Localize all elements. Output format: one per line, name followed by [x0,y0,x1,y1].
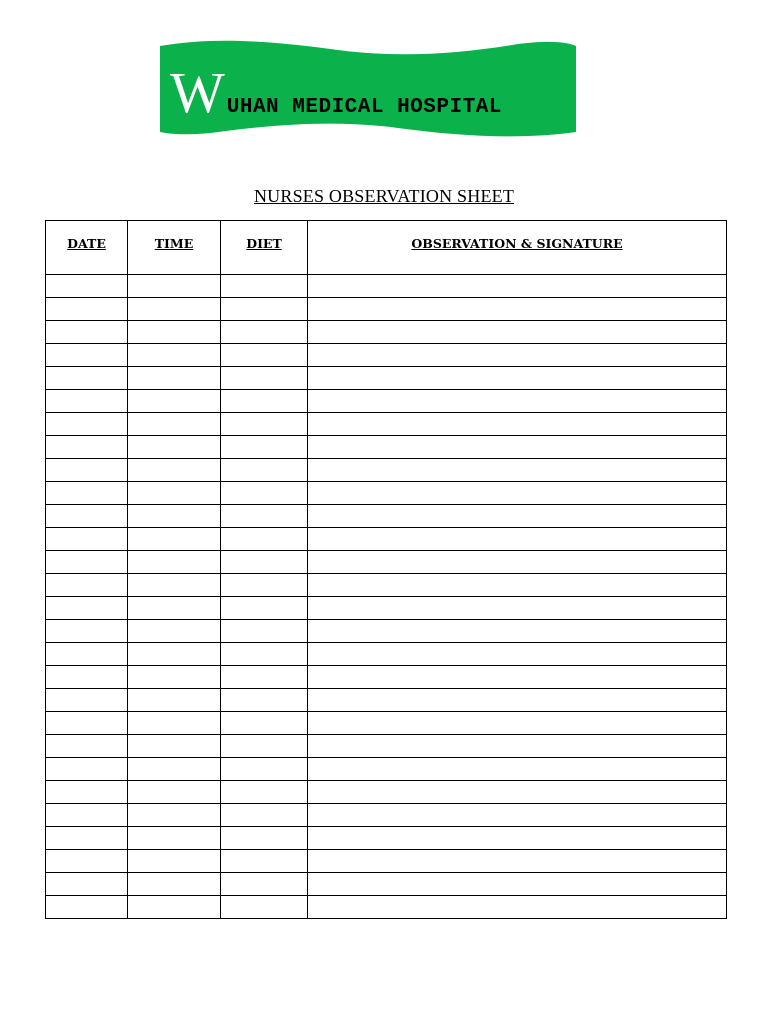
table-row [46,390,727,413]
table-row [46,804,727,827]
observation-signature-cell [308,827,727,850]
diet-cell [221,689,308,712]
table-row [46,666,727,689]
diet-cell [221,436,308,459]
time-cell [128,459,221,482]
time-cell [128,597,221,620]
table-row [46,482,727,505]
observation-signature-cell [308,873,727,896]
diet-cell [221,712,308,735]
column-header-date: DATE [46,221,128,275]
observation-signature-cell [308,413,727,436]
diet-cell [221,298,308,321]
observation-signature-cell [308,528,727,551]
observation-signature-cell [308,298,727,321]
observation-signature-cell [308,712,727,735]
diet-cell [221,321,308,344]
observation-signature-cell [308,804,727,827]
observation-signature-cell [308,390,727,413]
diet-cell [221,505,308,528]
table-row [46,574,727,597]
observation-signature-cell [308,643,727,666]
date-cell [46,367,128,390]
table-row [46,344,727,367]
time-cell [128,735,221,758]
time-cell [128,574,221,597]
date-cell [46,482,128,505]
date-cell [46,758,128,781]
diet-cell [221,459,308,482]
table-row [46,551,727,574]
time-cell [128,367,221,390]
table-row [46,689,727,712]
table-header-row [46,221,727,275]
diet-cell [221,413,308,436]
table-row [46,758,727,781]
time-cell [128,873,221,896]
observation-signature-cell [308,620,727,643]
time-cell [128,436,221,459]
observation-signature-cell [308,689,727,712]
observation-signature-cell [308,367,727,390]
date-cell [46,390,128,413]
hospital-name-rest: UHAN MEDICAL HOSPITAL [226,96,502,119]
time-cell [128,712,221,735]
diet-cell [221,735,308,758]
date-cell [46,666,128,689]
time-cell [128,298,221,321]
time-cell [128,689,221,712]
table-row [46,436,727,459]
diet-cell [221,597,308,620]
date-cell [46,528,128,551]
date-cell [46,505,128,528]
observation-table [45,220,727,919]
time-cell [128,827,221,850]
table-row [46,505,727,528]
table-row [46,827,727,850]
table-row [46,896,727,919]
observation-signature-cell [308,666,727,689]
diet-cell [221,620,308,643]
column-header-time: TIME [128,221,221,275]
observation-signature-cell [308,896,727,919]
diet-cell [221,528,308,551]
table-row [46,712,727,735]
table-row [46,735,727,758]
date-cell [46,574,128,597]
diet-cell [221,873,308,896]
observation-signature-cell [308,275,727,298]
sheet-title: NURSES OBSERVATION SHEET [253,186,515,206]
date-cell [46,298,128,321]
time-cell [128,551,221,574]
time-cell [128,413,221,436]
diet-cell [221,551,308,574]
date-cell [46,804,128,827]
diet-cell [221,666,308,689]
observation-signature-cell [308,574,727,597]
diet-cell [221,896,308,919]
observation-signature-cell [308,436,727,459]
diet-cell [221,482,308,505]
date-cell [46,436,128,459]
time-cell [128,620,221,643]
date-cell [46,781,128,804]
hospital-name [170,60,502,125]
table-row [46,781,727,804]
date-cell [46,689,128,712]
observation-table-container [45,220,726,919]
time-cell [128,804,221,827]
observation-signature-cell [308,505,727,528]
observation-signature-cell [308,597,727,620]
diet-cell [221,275,308,298]
diet-cell [221,643,308,666]
table-row [46,643,727,666]
time-cell [128,643,221,666]
hospital-name-initial: W [170,60,225,125]
time-cell [128,758,221,781]
column-header-observation-signature: OBSERVATION & SIGNATURE [308,221,727,275]
diet-cell [221,781,308,804]
time-cell [128,781,221,804]
time-cell [128,344,221,367]
table-row [46,873,727,896]
observation-signature-cell [308,551,727,574]
diet-cell [221,804,308,827]
table-row [46,413,727,436]
time-cell [128,896,221,919]
date-cell [46,896,128,919]
diet-cell [221,574,308,597]
date-cell [46,827,128,850]
date-cell [46,597,128,620]
time-cell [128,505,221,528]
date-cell [46,344,128,367]
hospital-banner [158,40,578,138]
observation-signature-cell [308,758,727,781]
date-cell [46,873,128,896]
time-cell [128,482,221,505]
date-cell [46,275,128,298]
time-cell [128,275,221,298]
diet-cell [221,827,308,850]
date-cell [46,620,128,643]
observation-signature-cell [308,482,727,505]
date-cell [46,459,128,482]
observation-signature-cell [308,344,727,367]
table-row [46,850,727,873]
observation-signature-cell [308,735,727,758]
table-row [46,459,727,482]
table-row [46,298,727,321]
date-cell [46,850,128,873]
table-row [46,620,727,643]
diet-cell [221,390,308,413]
date-cell [46,712,128,735]
diet-cell [221,367,308,390]
time-cell [128,666,221,689]
date-cell [46,321,128,344]
table-row [46,321,727,344]
date-cell [46,551,128,574]
table-row [46,367,727,390]
table-row [46,597,727,620]
time-cell [128,528,221,551]
date-cell [46,735,128,758]
table-row [46,528,727,551]
time-cell [128,390,221,413]
diet-cell [221,758,308,781]
observation-signature-cell [308,850,727,873]
date-cell [46,413,128,436]
table-row [46,275,727,298]
diet-cell [221,344,308,367]
date-cell [46,643,128,666]
observation-signature-cell [308,459,727,482]
table-body [46,275,727,919]
observation-signature-cell [308,781,727,804]
observation-signature-cell [308,321,727,344]
time-cell [128,850,221,873]
time-cell [128,321,221,344]
diet-cell [221,850,308,873]
column-header-diet: DIET [221,221,308,275]
